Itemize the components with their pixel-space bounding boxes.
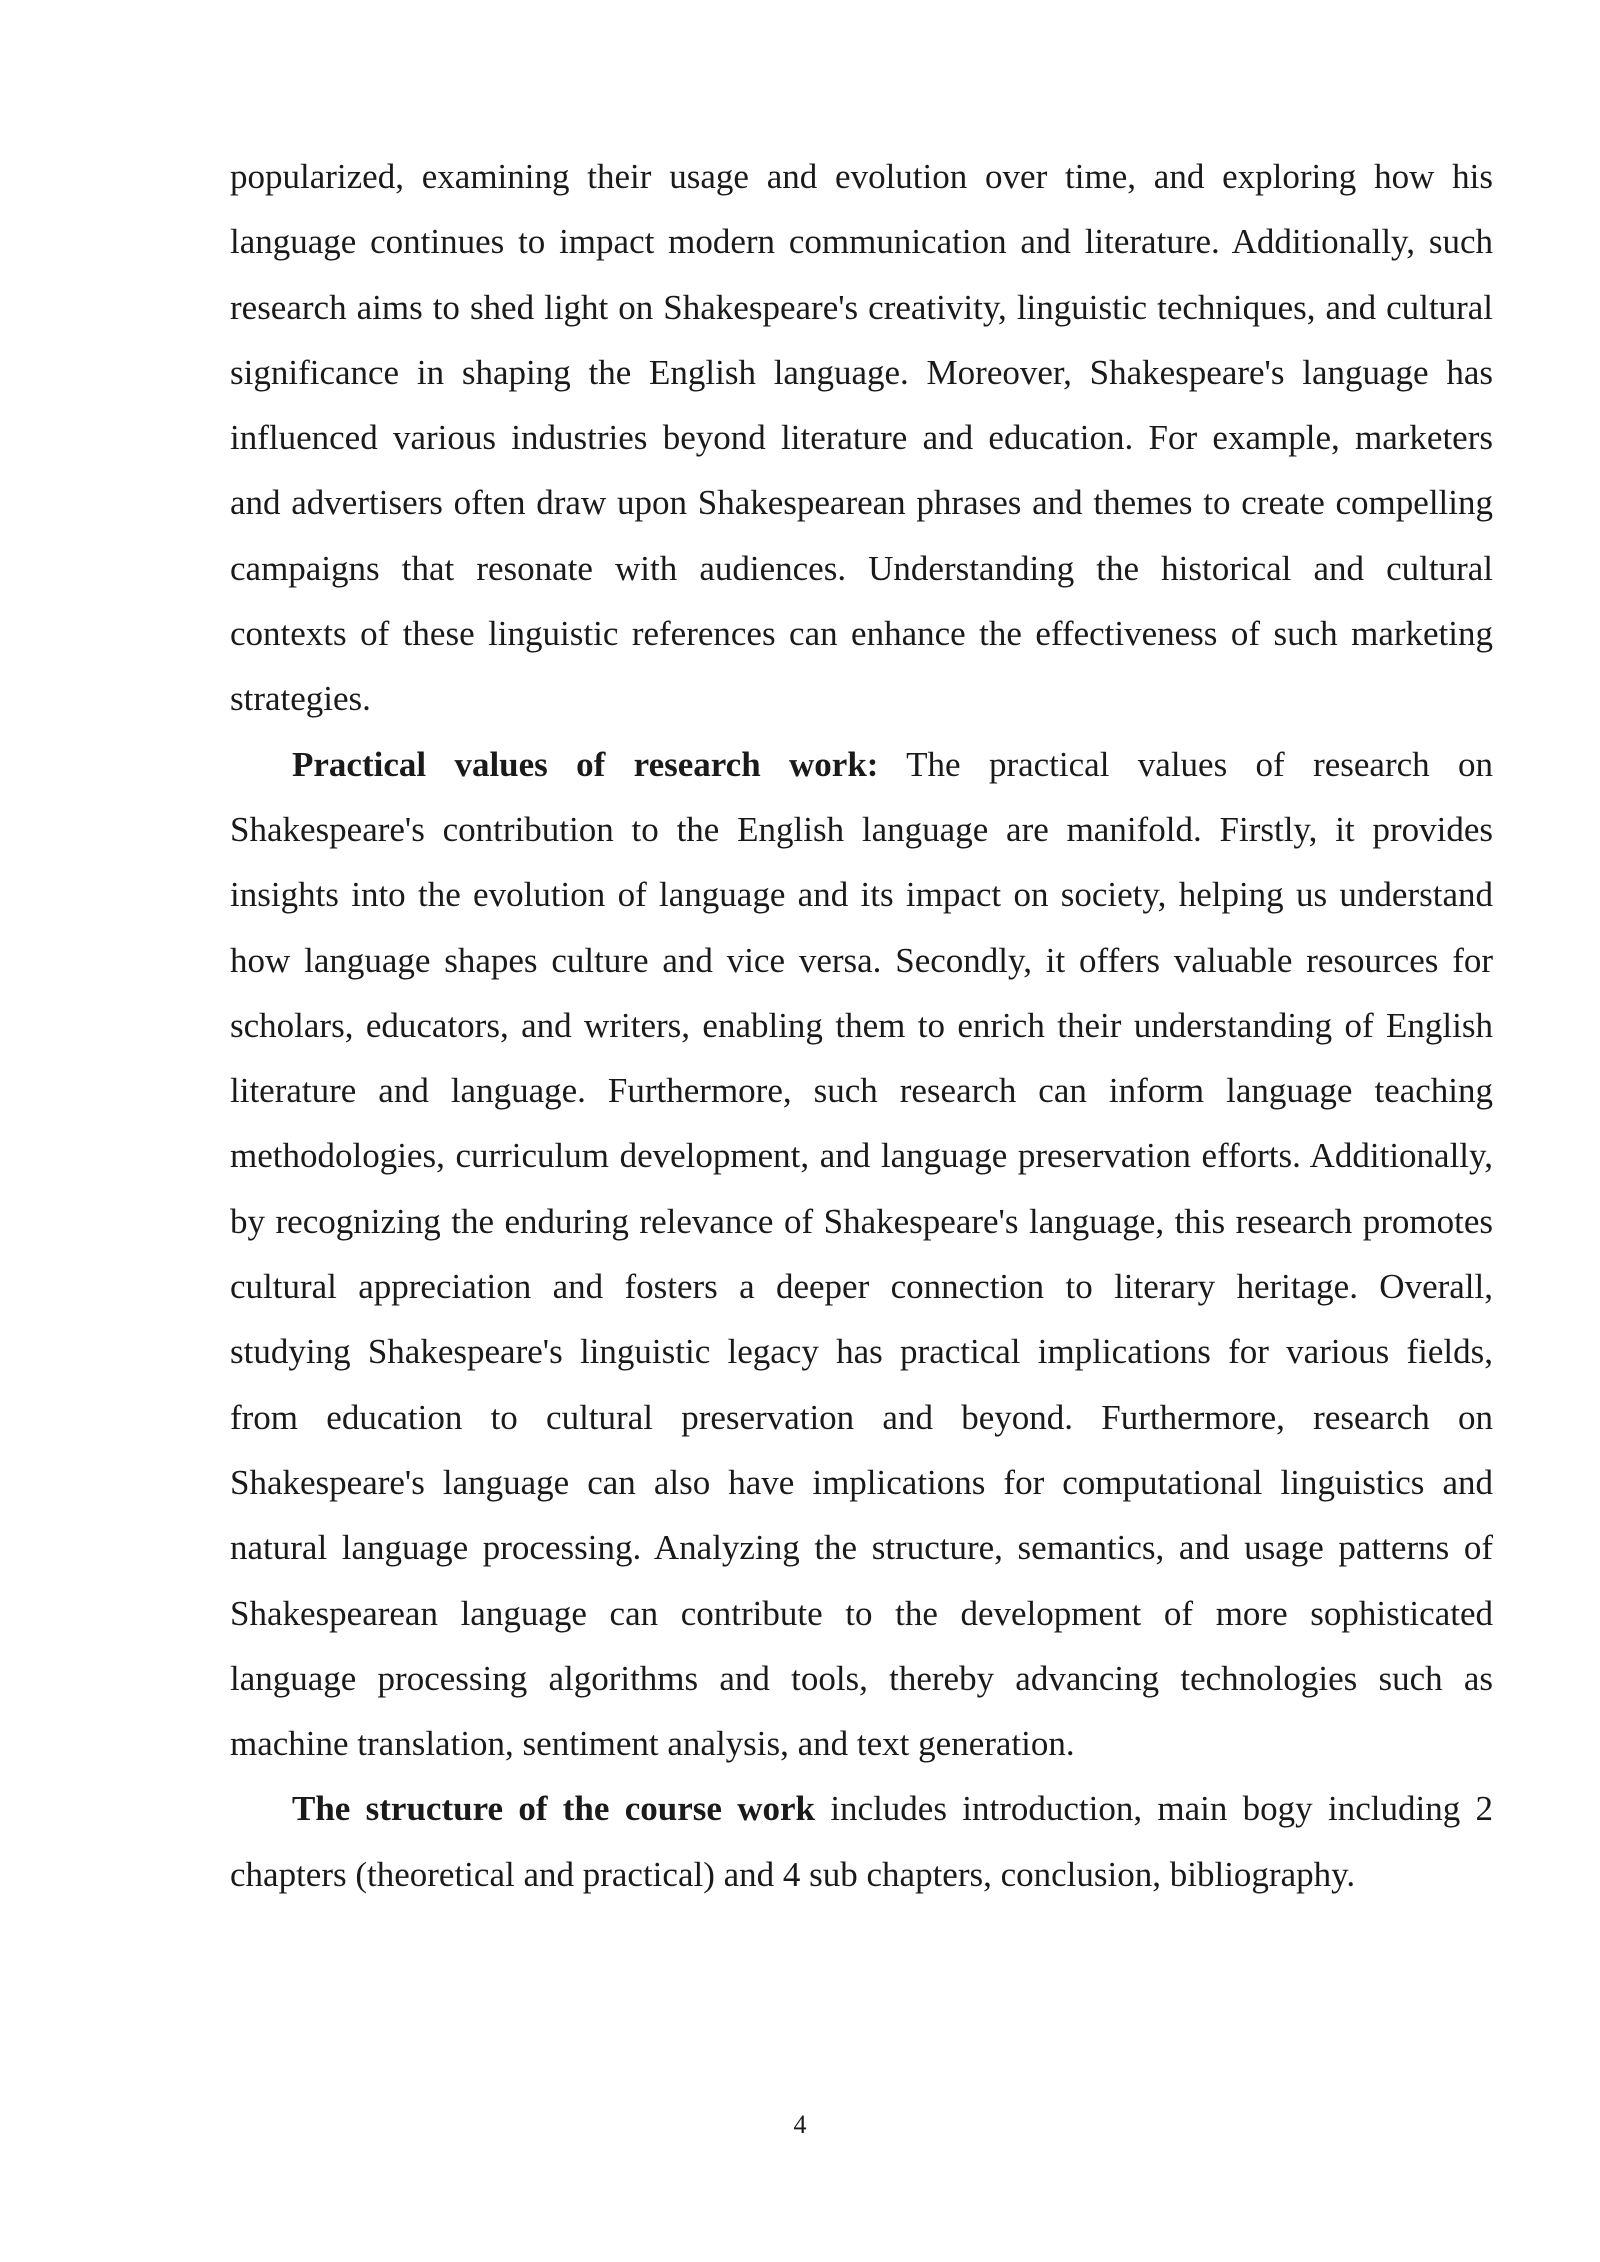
paragraph-text: The practical values of research on Shakespeare's contribution to the English language are manifold. Firstly, it provides insights into the evolution of language and its impact on society, helping us understand how language shapes culture and vice versa. Secondly, it offers valuable resources for scholars, educators, and writers, enabling them to enrich their understanding of English literature and language. Furthermore, such research can inform language teaching methodologies, curriculum development, and language preservation efforts. Additionally, by recognizing the enduring relevance of Shakespeare's language, this research promotes cultural appreciation and fosters a deeper connection to literary heritage. Overall, studying Shakespeare's linguistic legacy has practical implications for various fields, from education to cultural preservation and beyond. Furthermore, research on Shakespeare's language can also have implications for computational linguistics and natural language processing. Analyzing the structure, semantics, and usage patterns of Shakespearean language can contribute to the development of more sophisticated language processing algorithms and tools, thereby advancing technologies such as machine translation, sentiment analysis, and text generation. [230, 744, 1493, 1764]
page-number: 4 [793, 2110, 807, 2139]
paragraph-text: includes introduction, main bogy including 2 chapters (theoretical and practical) and 4 sub chapters, conclusion, bibliography. [230, 1789, 1493, 1894]
paragraph-lead: The structure of the course work [292, 1789, 816, 1829]
paragraph-practical-values [230, 732, 1493, 1777]
paragraph-structure [230, 1776, 1493, 1907]
paragraph-text: popularized, examining their usage and evolution over time, and exploring how his language continues to impact modern communication and literature. Additionally, such research aims to shed light on Shakespeare's creativity, linguistic techniques, and cultural significance in shaping the English language. Moreover, Shakespeare's language has influenced various industries beyond literature and education. For example, marketers and advertisers often draw upon Shakespearean phrases and themes to create compelling campaigns that resonate with audiences. Understanding the historical and cultural contexts of these linguistic references can enhance the effectiveness of such marketing strategies. [230, 157, 1493, 719]
paragraph-lead: Practical values of research work: [292, 744, 879, 784]
body-text [230, 144, 1493, 1907]
paragraph-continuation [230, 144, 1493, 732]
